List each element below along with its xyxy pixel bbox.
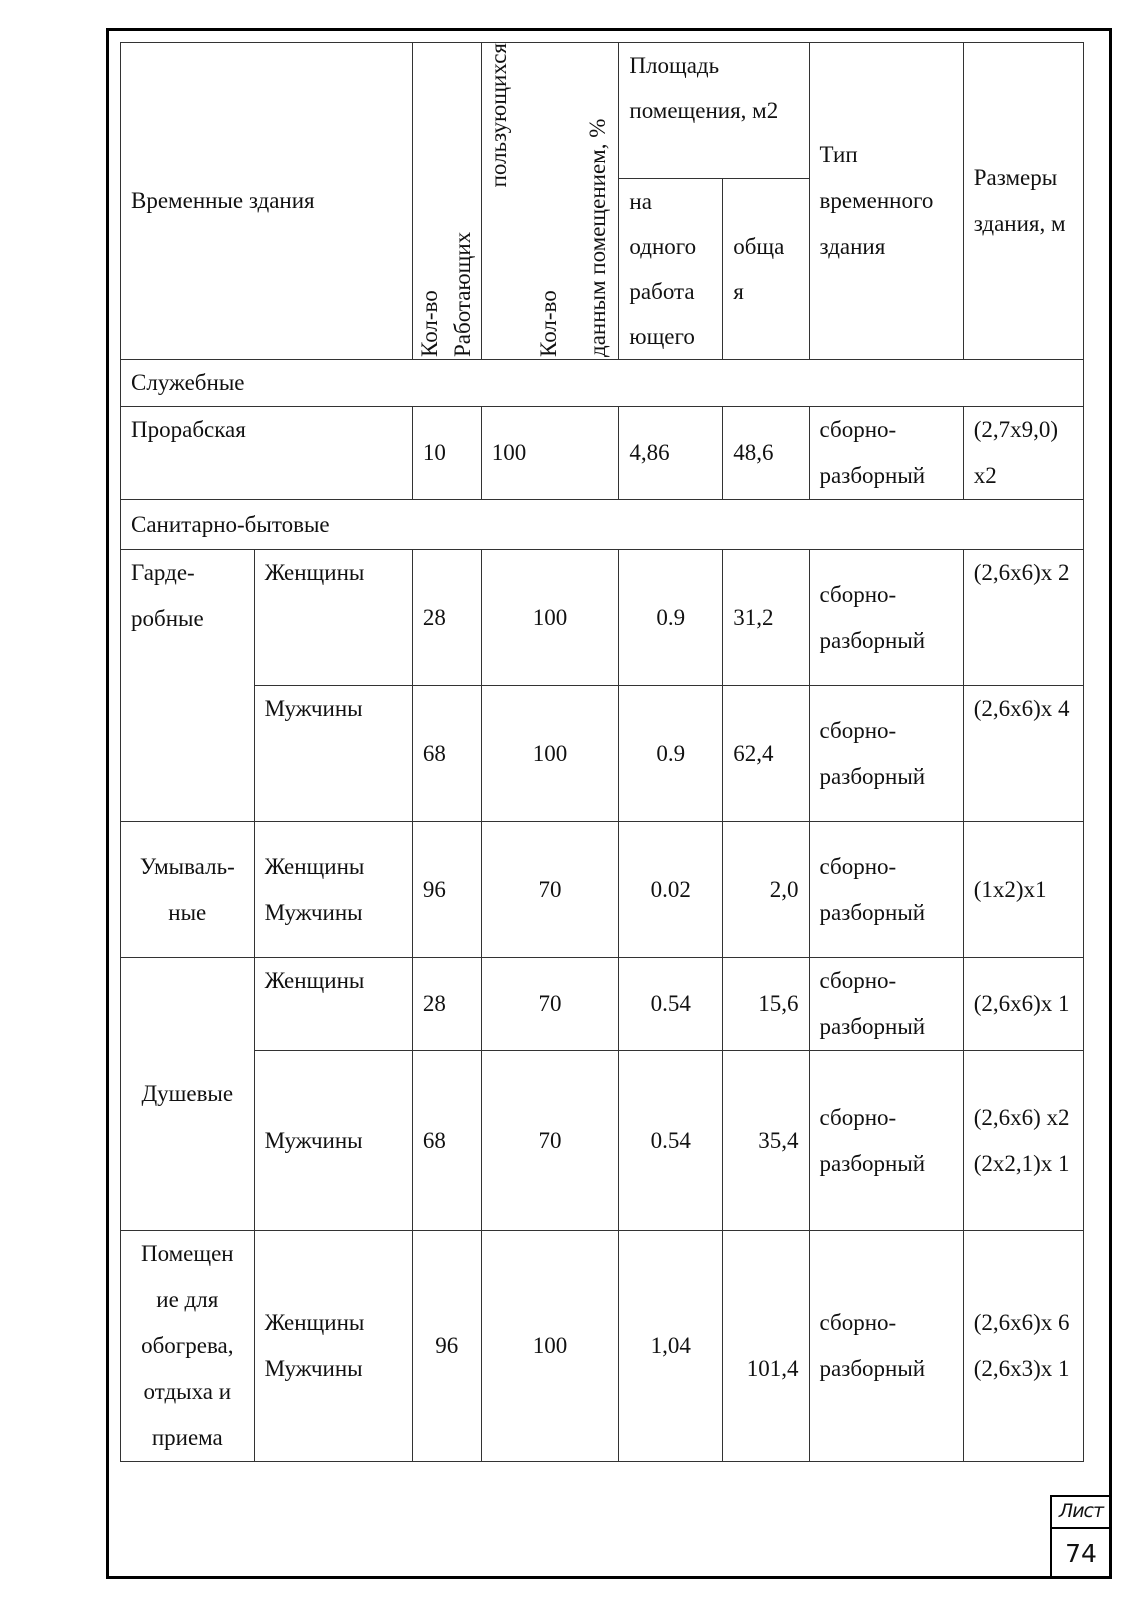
cell-area-per: 1,04	[619, 1231, 723, 1462]
row-name: Прорабская	[121, 407, 413, 500]
cell-count: 28	[412, 958, 481, 1051]
cell-area-per: 0.9	[619, 550, 723, 686]
cell-type: сборно-разборный	[809, 958, 963, 1051]
table-row	[121, 1051, 1084, 1231]
cell-count: 28	[412, 550, 481, 686]
cell-area-total: 31,2	[723, 550, 809, 686]
cell-type: сборно-разборный	[809, 822, 963, 958]
cell-sex: Мужчины	[254, 686, 412, 822]
cell-count: 10	[412, 407, 481, 500]
header-area-total: обща я	[723, 179, 809, 360]
cell-area-total: 2,0	[723, 822, 809, 958]
cell-size: (2,6x6)x 2	[963, 550, 1083, 686]
cell-area-total: 62,4	[723, 686, 809, 822]
cell-type: сборно-разборный	[809, 407, 963, 500]
cell-size: (2,6x6)x 6 (2,6x3)x 1	[963, 1231, 1083, 1462]
cell-type: сборно-разборный	[809, 686, 963, 822]
cell-sex: Мужчины	[254, 1051, 412, 1231]
header-type: Тип временного здания	[809, 43, 963, 360]
cell-count: 96	[412, 822, 481, 958]
row-name: Душевые	[121, 958, 255, 1231]
cell-area-per: 0.9	[619, 686, 723, 822]
sheet-label: Лист	[1052, 1497, 1110, 1529]
temporary-buildings-table	[120, 42, 1084, 1462]
cell-size: (2,7x9,0) x2	[963, 407, 1083, 500]
cell-type: сборно-разборный	[809, 1231, 963, 1462]
cell-sex: Женщины Мужчины	[254, 1231, 412, 1462]
sheet-number-stamp	[1050, 1495, 1110, 1577]
table-row	[121, 1231, 1084, 1462]
row-name: Умываль-ные	[121, 822, 255, 958]
cell-area-total: 48,6	[723, 407, 809, 500]
header-area-per-worker: на одного работа ющего	[619, 179, 723, 360]
cell-size: (2,6x6)x 4	[963, 686, 1083, 822]
section-sanitary: Санитарно-бытовые	[121, 500, 1084, 550]
cell-area-total: 35,4	[723, 1051, 809, 1231]
cell-sex: Женщины	[254, 550, 412, 686]
cell-area-per: 4,86	[619, 407, 723, 500]
cell-type: сборно-разборный	[809, 550, 963, 686]
cell-count: 96	[412, 1231, 481, 1462]
cell-count: 68	[412, 686, 481, 822]
cell-size: (2,6x6)x 1	[963, 958, 1083, 1051]
cell-count: 68	[412, 1051, 481, 1231]
cell-percent: 70	[481, 822, 619, 958]
cell-size: (1x2)x1	[963, 822, 1083, 958]
row-name: Гарде-робные	[121, 550, 255, 822]
cell-area-total: 15,6	[723, 958, 809, 1051]
table-row	[121, 407, 1084, 500]
cell-area-per: 0.54	[619, 1051, 723, 1231]
cell-area-per: 0.54	[619, 958, 723, 1051]
section-service: Служебные	[121, 360, 1084, 407]
cell-area-per: 0.02	[619, 822, 723, 958]
cell-size: (2,6x6) x2 (2x2,1)x 1	[963, 1051, 1083, 1231]
table-row	[121, 822, 1084, 958]
cell-sex: Женщины	[254, 958, 412, 1051]
cell-percent: 70	[481, 1051, 619, 1231]
cell-percent: 100	[481, 550, 619, 686]
table-row	[121, 550, 1084, 686]
header-count: Кол-во Работающих	[412, 43, 481, 360]
header-area: Площадь помещения, м2	[619, 43, 809, 179]
cell-sex: Женщины Мужчины	[254, 822, 412, 958]
table-row	[121, 958, 1084, 1051]
cell-area-total: 101,4	[723, 1231, 809, 1462]
cell-percent: 100	[481, 686, 619, 822]
row-name: Помещен ие для обогрева, отдыха и приема	[121, 1231, 255, 1462]
cell-percent: 70	[481, 958, 619, 1051]
header-percent: пользующихся Кол-во данным помещением, %	[481, 43, 619, 360]
table-row	[121, 686, 1084, 822]
cell-type: сборно-разборный	[809, 1051, 963, 1231]
header-size: Размеры здания, м	[963, 43, 1083, 360]
cell-percent: 100	[481, 1231, 619, 1462]
sheet-number: 74	[1065, 1539, 1097, 1568]
cell-percent: 100	[481, 407, 619, 500]
header-building: Временные здания	[121, 43, 413, 360]
